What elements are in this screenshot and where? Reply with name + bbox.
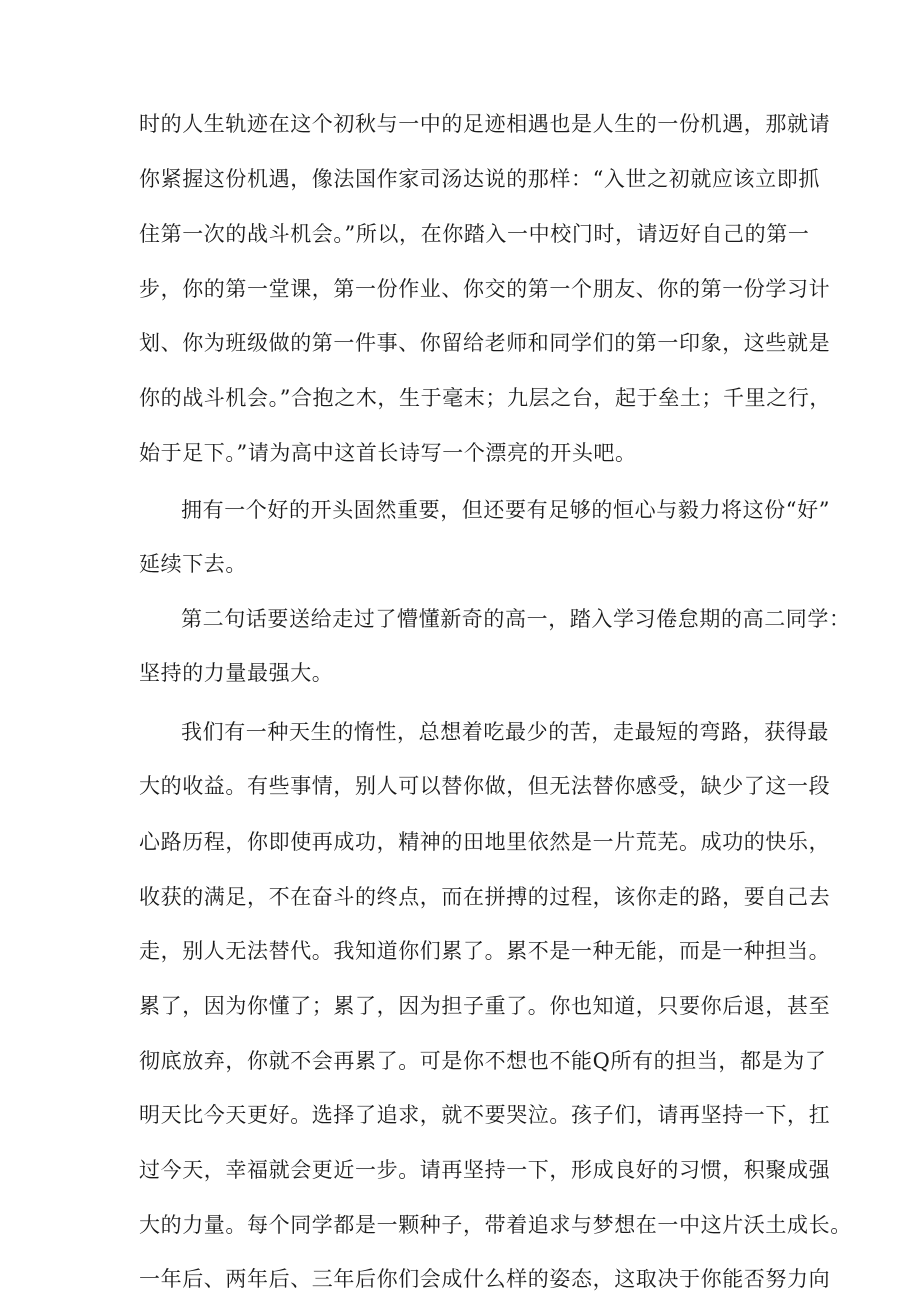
paragraph-2-line-2: 延续下去。 — [139, 552, 247, 576]
paragraph-1-line-2: 你紧握这份机遇，像法国作家司汤达说的那样：“入世之初就应该立即抓 — [139, 167, 820, 191]
paragraph-3-line-2: 坚持的力量最强大。 — [139, 661, 334, 685]
paragraph-4-line-2: 大的收益。有些事情，别人可以替你做，但无法替你感受，缺少了这一段 — [139, 774, 831, 798]
paragraph-4-line-6: 累了，因为你懂了；累了，因为担子重了。你也知道，只要你后退，甚至 — [139, 994, 831, 1018]
paragraph-4-line-3: 心路历程，你即使再成功，精神的田地里依然是一片荒芜。成功的快乐， — [139, 830, 831, 854]
paragraph-3-line-1: 第二句话要送给走过了懵懂新奇的高一，踏入学习倦怠期的高二同学： — [181, 607, 851, 631]
paragraph-4-line-8: 明天比今天更好。选择了追求，就不要哭泣。孩子们，请再坚持一下，扛 — [139, 1103, 831, 1127]
paragraph-1-line-1: 时的人生轨迹在这个初秋与一中的足迹相遇也是人生的一份机遇，那就请 — [139, 112, 831, 136]
paragraph-4-line-10: 大的力量。每个同学都是一颗种子，带着追求与梦想在一中这片沃土成长。 — [139, 1213, 852, 1237]
paragraph-2-line-1: 拥有一个好的开头固然重要，但还要有足够的恒心与毅力将这份“好” — [181, 498, 831, 522]
paragraph-1-line-4: 步，你的第一堂课，第一份作业、你交的第一个朋友、你的第一份学习计 — [139, 277, 831, 301]
paragraph-1-line-5: 划、你为班级做的第一件事、你留给老师和同学们的第一印象，这些就是 — [139, 331, 831, 355]
paragraph-4-line-1: 我们有一种天生的惰性，总想着吃最少的苦，走最短的弯路，获得最 — [181, 720, 829, 744]
paragraph-1-line-7: 始于足下。”请为高中这首长诗写一个漂亮的开头吧。 — [139, 441, 637, 465]
paragraph-4-line-5: 走，别人无法替代。我知道你们累了。累不是一种无能，而是一种担当。 — [139, 939, 831, 963]
paragraph-1-line-3: 住第一次的战斗机会。”所以，在你踏入一中校门时，请迈好自己的第一 — [139, 222, 810, 246]
paragraph-4-line-9: 过今天，幸福就会更近一步。请再坚持一下，形成良好的习惯，积聚成强 — [139, 1158, 831, 1182]
paragraph-4-line-7: 彻底放弃，你就不会再累了。可是你不想也不能Q所有的担当，都是为了 — [139, 1049, 827, 1073]
paragraph-4-line-11: 一年后、两年后、三年后你们会成什么样的姿态，这取决于你能否努力向 — [139, 1267, 831, 1291]
paragraph-1-line-6: 你的战斗机会。”合抱之木，生于毫末；九层之台，起于垒土；千里之行， — [139, 386, 832, 410]
paragraph-4-line-4: 收获的满足，不在奋斗的终点，而在拼搏的过程，该你走的路，要自己去 — [139, 885, 831, 909]
